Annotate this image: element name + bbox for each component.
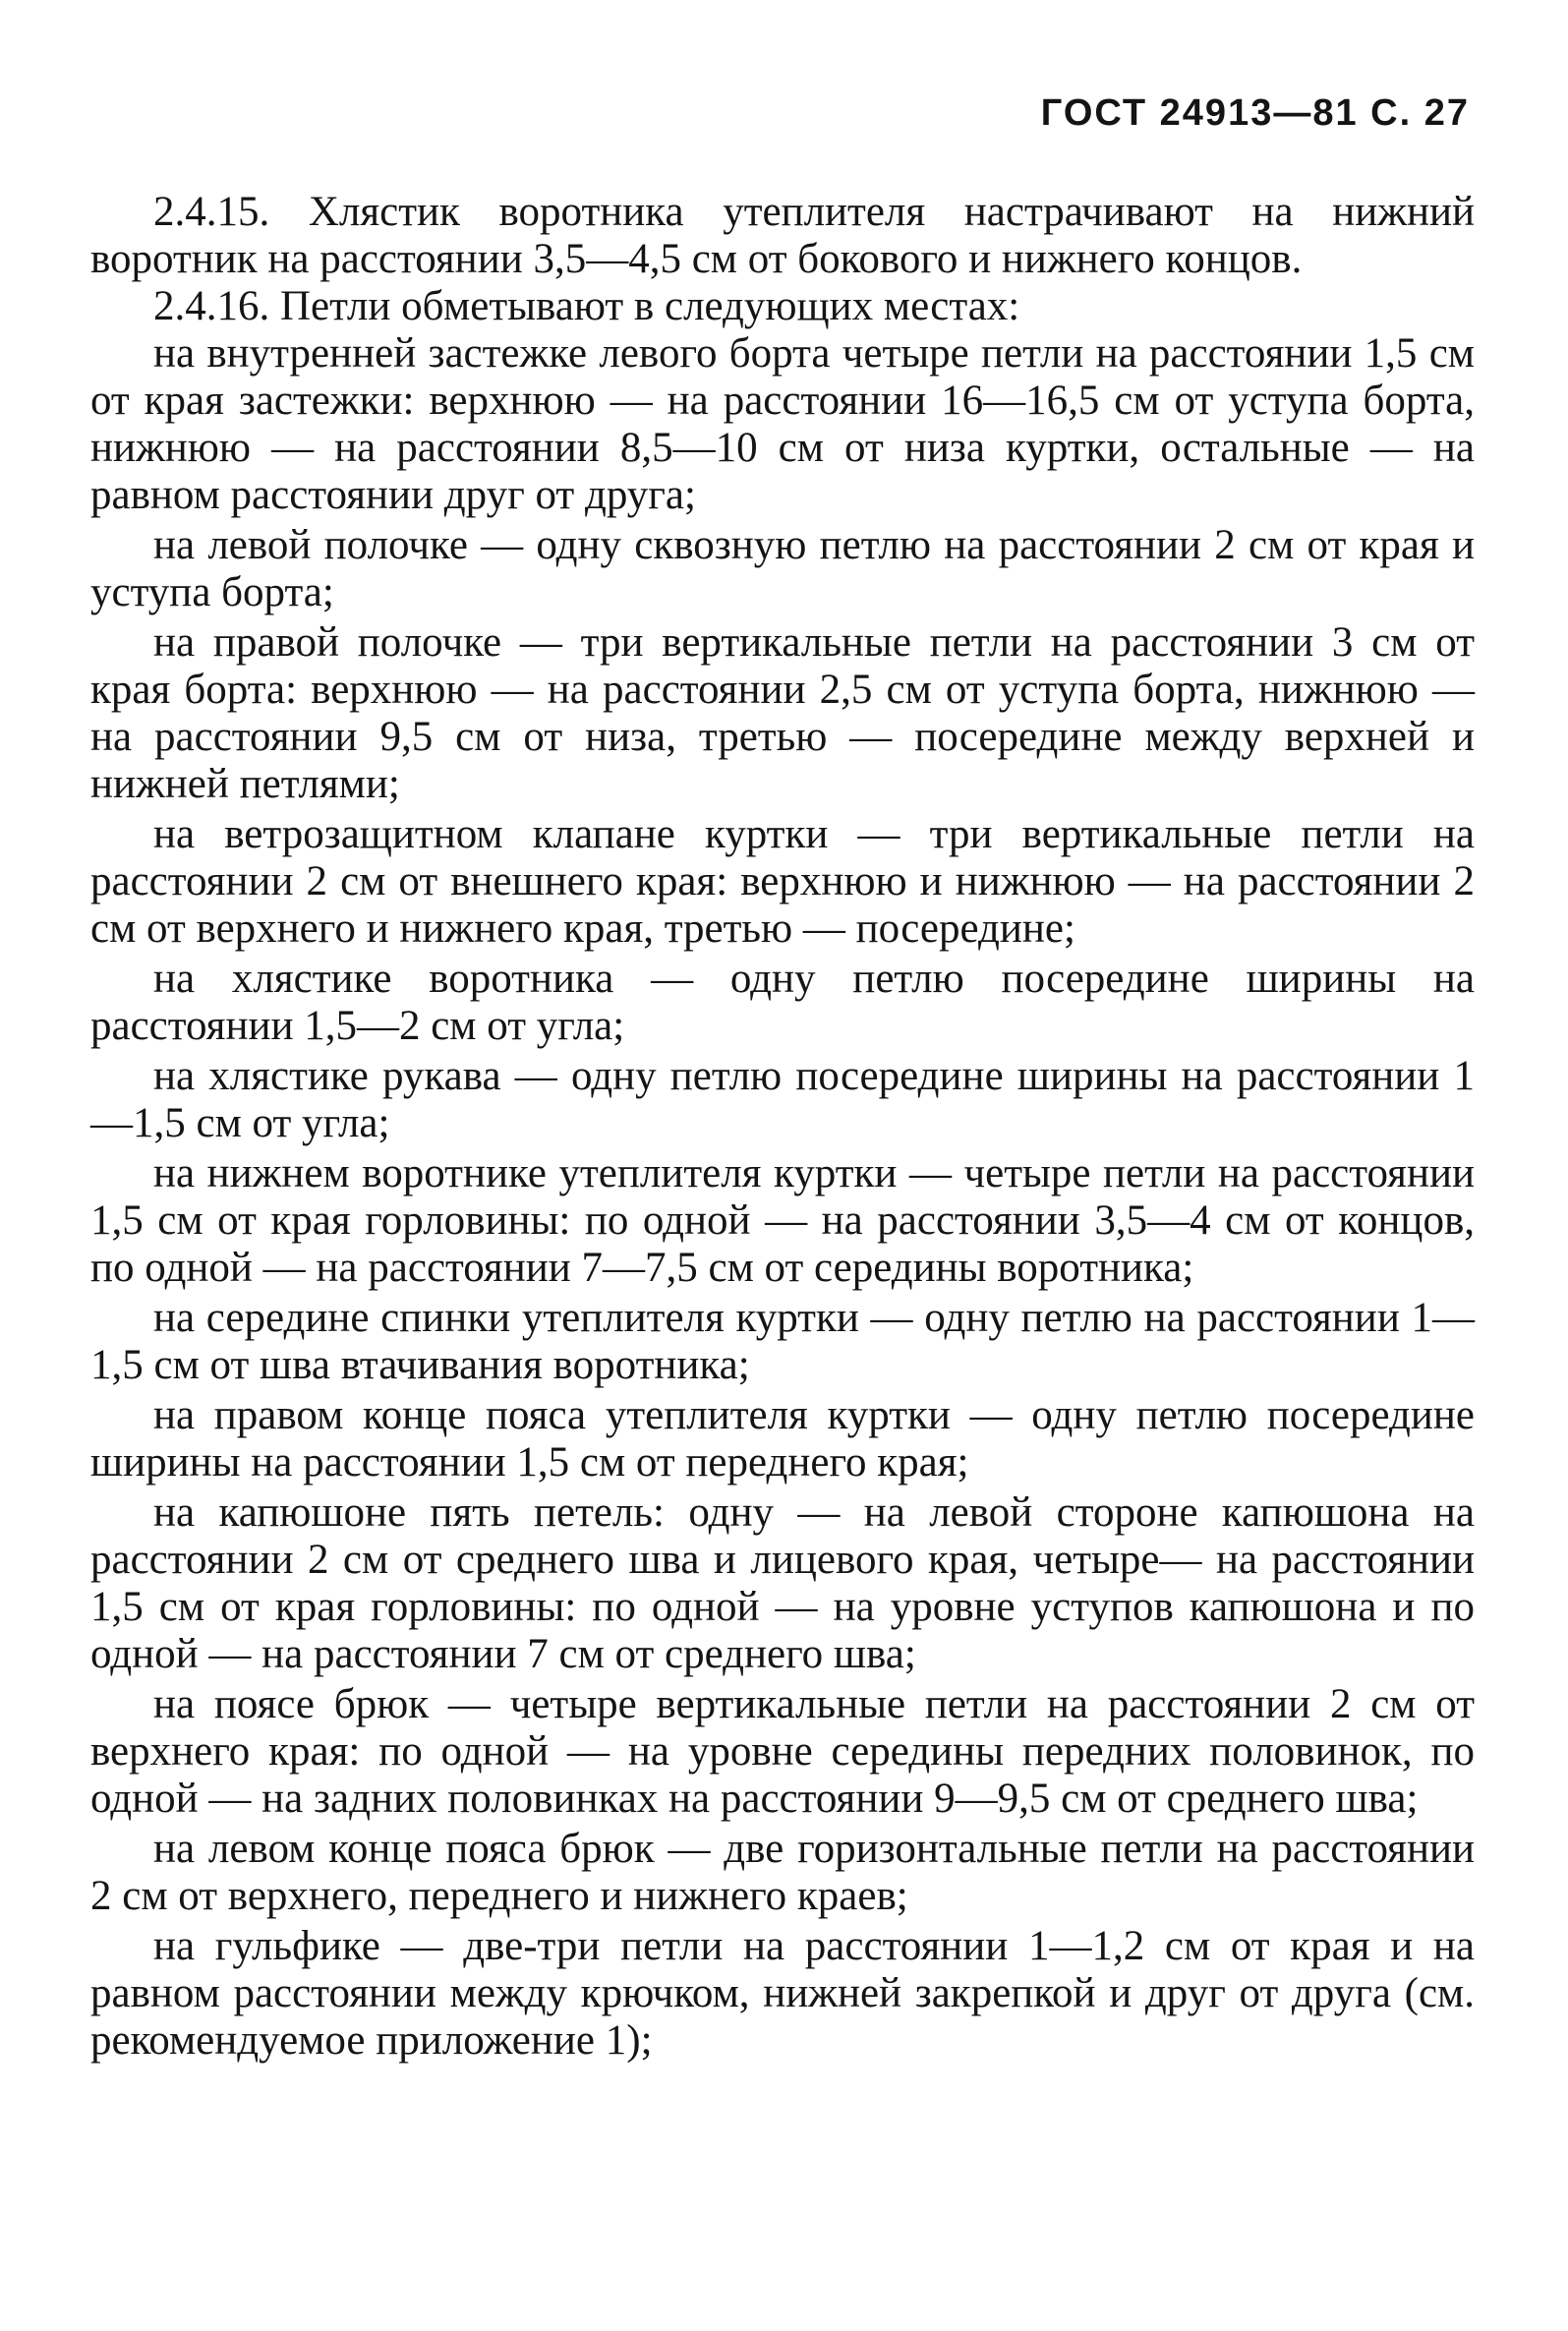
list-item: на нижнем воротнике утеплителя куртки — четыре петли на расстоянии 1,5 см от края горловины: по одной — на расстоянии 3,5—4 см от концов, по одной — на расстоянии 7—7,5 см от середины воротника; xyxy=(90,1150,1475,1291)
list-item: на гульфике — две-три петли на расстоянии 1—1,2 см от края и на равном расстоянии между крючком, нижней закрепкой и друг от друга (см. рекомендуемое приложение 1); xyxy=(90,1923,1475,2064)
list-item: на ветрозащитном клапане куртки — три вертикальные петли на расстоянии 2 см от внешнего края: верхнюю и нижнюю — на расстоянии 2 см от верхнего и нижнего края, третью — посередине; xyxy=(90,811,1475,952)
paragraph-2-4-16: 2.4.16. Петли обметывают в следующих местах: xyxy=(153,283,1020,329)
list-item: на правой полочке — три вертикальные петли на расстоянии 3 см от края борта: верхнюю — на расстоянии 2,5 см от уступа борта, нижнюю — на расстоянии 9,5 см от низа, третью — посередине между верхней и нижней петлями; xyxy=(90,619,1475,807)
standard-number: ГОСТ 24913—81 xyxy=(1040,92,1359,134)
paragraph-2-4-15: 2.4.15. Хлястик воротника утеплителя настрачивают на нижний воротник на расстоянии 3,5—4,5 см от бокового и нижнего концов. xyxy=(90,189,1475,282)
list-item: на хлястике рукава — одну петлю посередине ширины на расстоянии 1—1,5 см от угла; xyxy=(90,1053,1475,1146)
body-text xyxy=(90,189,1475,2065)
page-number: С. 27 xyxy=(1370,92,1470,134)
list-item: на внутренней застежке левого борта четыре петли на расстоянии 1,5 см от края застежки: верхнюю — на расстоянии 16—16,5 см от уступа борта, нижнюю — на расстоянии 8,5—10 см от низа куртки, остальные — на равном расстоянии друг от друга; xyxy=(90,330,1475,518)
list-item: на поясе брюк — четыре вертикальные петли на расстоянии 2 см от верхнего края: по одной — на уровне середины передних половинок, по одной — на задних половинках на расстоянии 9—9,5 см от среднего шва; xyxy=(90,1681,1475,1822)
list-item: на левой полочке — одну сквозную петлю на расстоянии 2 см от края и уступа борта; xyxy=(90,522,1475,615)
page-header xyxy=(1041,92,1470,135)
list-item: на левом конце пояса брюк — две горизонтальные петли на расстоянии 2 см от верхнего, переднего и нижнего краев; xyxy=(90,1826,1475,1919)
list-item: на правом конце пояса утеплителя куртки — одну петлю посередине ширины на расстоянии 1,5 см от переднего края; xyxy=(90,1392,1475,1486)
list-item: на хлястике воротника — одну петлю посередине ширины на расстоянии 1,5—2 см от угла; xyxy=(90,956,1475,1049)
list-item: на середине спинки утеплителя куртки — одну петлю на расстоянии 1—1,5 см от шва втачивания воротника; xyxy=(90,1295,1475,1388)
list-item: на капюшоне пять петель: одну — на левой стороне капюшона на расстоянии 2 см от среднего шва и лицевого края, четыре— на расстоянии 1,5 см от края горловины: по одной — на уровне уступов капюшона и по одной — на расстоянии 7 см от среднего шва; xyxy=(90,1489,1475,1677)
